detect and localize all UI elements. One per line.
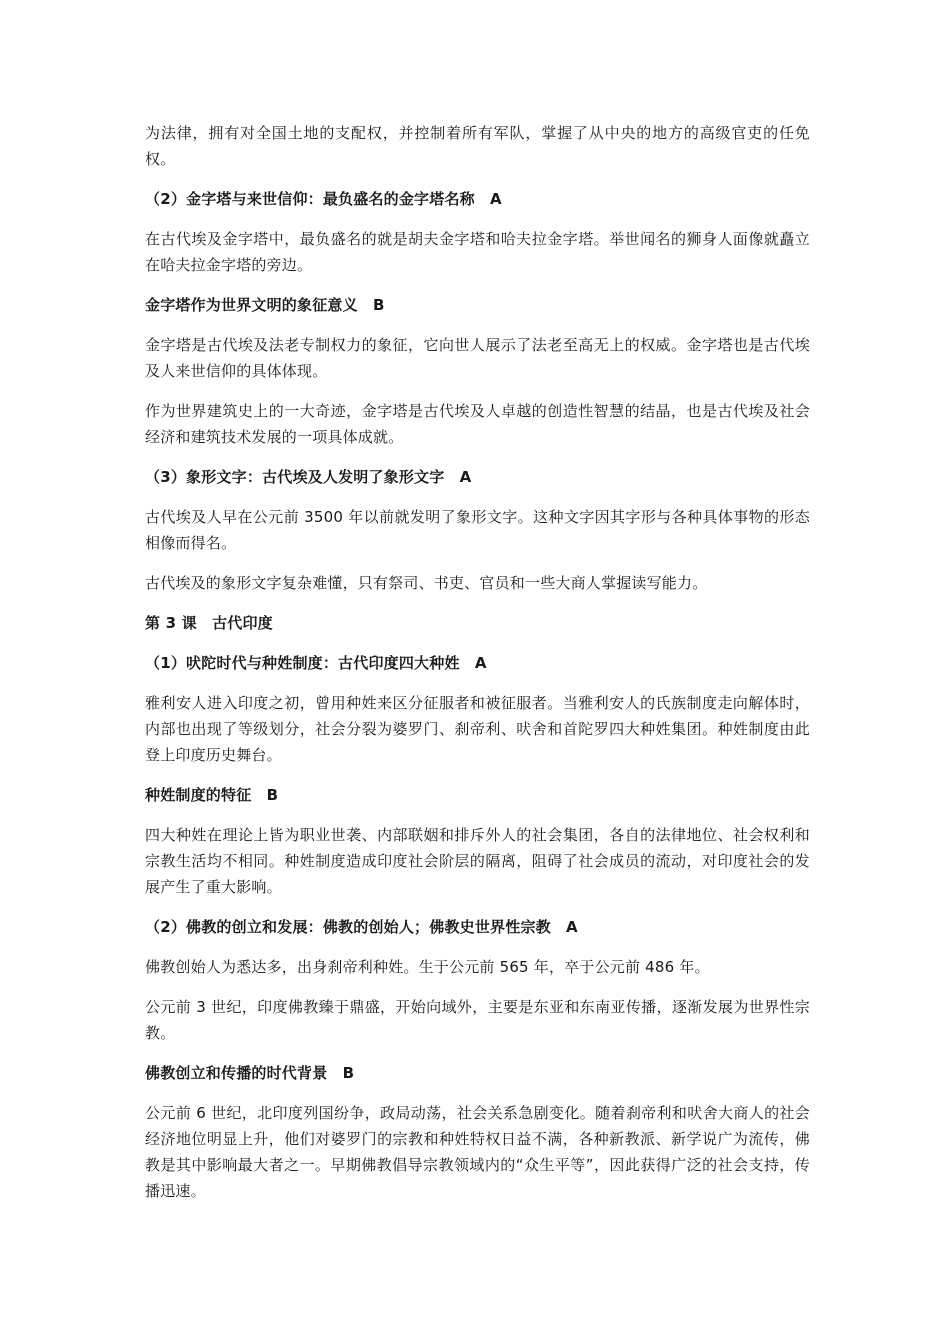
- paragraph-hieroglyphs-1: 古代埃及人早在公元前 3500 年以前就发明了象形文字。这种文字因其字形与各种具体事物的形态相像而得名。: [145, 508, 810, 552]
- paragraph-caste-features: 四大种姓在理论上皆为职业世袭、内部联姻和排斥外人的社会集团，各自的法律地位、社会权利和宗教生活均不相同。种姓制度造成印度社会阶层的隔离，阻碍了社会成员的流动，对印度社会的发展产生了重大影响。: [145, 826, 810, 896]
- paragraph-pyramid-symbol-2: 作为世界建筑史上的一大奇迹，金字塔是古代埃及人卓越的创造性智慧的结晶，也是古代埃及社会经济和建筑技术发展的一项具体成就。: [145, 402, 810, 446]
- paragraph-famous-pyramids: 在古代埃及金字塔中，最负盛名的就是胡夫金字塔和哈夫拉金字塔。举世闻名的狮身人面像就矗立在哈夫拉金字塔的旁边。: [145, 230, 810, 274]
- heading-buddhism-background: 佛教创立和传播的时代背景 B: [145, 1064, 355, 1082]
- document-page: [145, 120, 810, 1218]
- paragraph-buddhism-background: 公元前 6 世纪，北印度列国纷争，政局动荡，社会关系急剧变化。随着刹帝利和吠舍大商人的社会经济地位明显上升，他们对婆罗门的宗教和种姓特权日益不满，各种新教派、新学说广为流传，佛教是其中影响最大者之一。早期佛教倡导宗教领域内的“众生平等”，因此获得广泛的社会支持，传播迅速。: [145, 1104, 810, 1200]
- heading-hieroglyphs: （3）象形文字：古代埃及人发明了象形文字 A: [145, 468, 472, 486]
- paragraph-pharaoh-power: 为法律，拥有对全国土地的支配权，并控制着所有军队，掌握了从中央的地方的高级官吏的任免权。: [145, 124, 810, 168]
- paragraph-caste-origin: 雅利安人进入印度之初，曾用种姓来区分征服者和被征服者。当雅利安人的氏族制度走向解体时，内部也出现了等级划分，社会分裂为婆罗门、刹帝利、吠舍和首陀罗四大种姓集团。种姓制度由此登上印度历史舞台。: [145, 694, 810, 764]
- heading-buddhism: （2）佛教的创立和发展：佛教的创始人；佛教史世界性宗教 A: [145, 918, 578, 936]
- paragraph-buddhism-spread: 公元前 3 世纪，印度佛教臻于鼎盛，开始向域外，主要是东亚和东南亚传播，逐渐发展为世界性宗教。: [145, 998, 810, 1042]
- heading-caste-system: （1）吠陀时代与种姓制度：古代印度四大种姓 A: [145, 654, 487, 672]
- heading-pyramid-afterlife: （2）金字塔与来世信仰：最负盛名的金字塔名称 A: [145, 190, 502, 208]
- heading-caste-features: 种姓制度的特征 B: [145, 786, 279, 804]
- paragraph-pyramid-symbol-1: 金字塔是古代埃及法老专制权力的象征，它向世人展示了法老至高无上的权威。金字塔也是古代埃及人来世信仰的具体体现。: [145, 336, 810, 380]
- heading-lesson-3: 第 3 课 古代印度: [145, 614, 273, 632]
- heading-pyramid-symbol: 金字塔作为世界文明的象征意义 B: [145, 296, 385, 314]
- paragraph-hieroglyphs-2: 古代埃及的象形文字复杂难懂，只有祭司、书吏、官员和一些大商人掌握读写能力。: [145, 574, 708, 592]
- paragraph-buddhism-founder: 佛教创始人为悉达多，出身刹帝利种姓。生于公元前 565 年，卒于公元前 486 年。: [145, 958, 710, 976]
